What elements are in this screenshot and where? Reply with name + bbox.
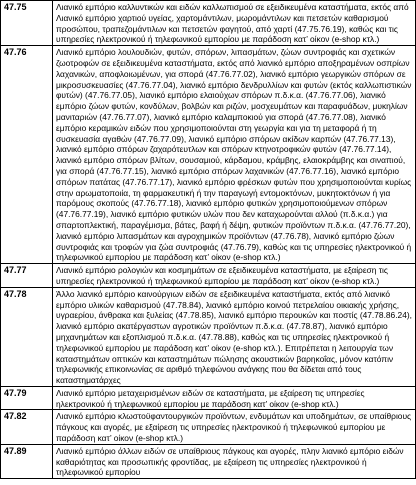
activity-code: 47.89 — [1, 444, 53, 478]
activity-description: Λιανικό εμπόριο κλωστοϋφαντουργικών προϊόντων, ενδυμάτων και υποδημάτων, σε υπαίθριους πάγκους και αγορές, με εξαίρεση τις υπηρεσίες ηλεκτρονικού ή τηλεφωνικού εμπορίου με παράδοση κατ’ οίκον (e-shop κτλ.) — [53, 410, 416, 444]
table-row — [1, 444, 416, 478]
activity-description: Λιανικό εμπόριο άλλων ειδών σε υπαίθριους πάγκους και αγορές, πλην λιανικό εμπόριο ειδών καθαριότητας και προσωπικής φροντίδας, με εξαίρεση τις υπηρεσίες ηλεκτρονικού ή τηλεφωνικού εμπορίου — [53, 444, 416, 478]
activity-description: Λιανικό εμπόριο λουλουδιών, φυτών, σπόρων, λιπασμάτων, ζώων συντροφιάς και σχετικών ζωοτροφών σε εξειδικευμένα καταστήματα, εκτός από λιανικό εμπόριο αποξηραμένων οσπρίων λαχανικών, αποφλοιωμένων, για σπορά (47.76.77.02), λιανικό εμπόριο γεωργικών σπόρων σε μικροσυσκευασίες (47.76.77.04), λιανικό εμπόριο δενδρυλλίων και φυτών (εκτός καλλωπιστικών φυτών) (47.76.77.05), λιανικό εμπόριο ελαιούχων σπόρων π.δ.κ.α. (47.76.77.06), λιανικό εμπόριο ζώων φυτών, κονδύλων, βολβών και ριζών, μοσχευμάτων και παραφυάδων, μυκηλίων μανιταριών (47.76.77.07), λιανικό εμπόριο καλαμποκιού για σπορά (47.76.77.08), λιανικό εμπόριο κεραμικών ειδών που χρησιμοποιούνται στη γεωργία και για τη μεταφορά ή τη συσκευασία αγαθών (47.76.77.09), λιανικό εμπόριο σπόρων ακίδων καρπών (47.76.77.13), λιανικό εμπόριο σπόρων ζαχαρότευτλων και σπόρων κτηνοτροφικών φυτών (47.76.77.14), λιανικό εμπόριο σπόρων βλίτων, σουσαμιού, κάρδαμου, κράμβης, ελαιοκράμβης και σιναπιού, για σπορά (47.76.77.15), λιανικό εμπόριο σπόρων λαχανικών (47.76.77.16), λιανικό εμπόριο σπόρων πατάτας (47.76.77.17), λιανικό εμπόριο φρέσκων φυτών που χρησιμοποιούνται κυρίως στην αρωματοποιία, τη φαρμακευτική ή την παραγωγή εντομοκτόνων, μυκητοκτόνων ή για παρόμους σκοπούς (47.76.77.18), λιανικό εμπόριο φυτικών χρησιμοποιούμενων σπόρων (47.76.77.19), λιανικό εμπόριο φυτικών υλών που δεν καταχωρούνται αλλού (π.δ.κ.α.) για σπαρτοπλεκτική, παραγέμισμα, βάτες, βαφή ή δέψη, φυτικών προϊόντων π.δ.κ.α. (47.76.77.20), λιανικό εμπόριο λιπασμάτων και αγροχημικών προϊόντων (47.76.78), λιανικό εμπόριο ζώων συντροφιάς και τροφών για ζώα συντροφιάς (47.76.79), καθώς και τις υπηρεσίες ηλεκτρονικού ή τηλεφωνικού εμπορίου με παράδοση κατ’ οίκον (e-shop κτλ.) — [53, 46, 416, 264]
table-row — [1, 410, 416, 444]
activity-code: 47.75 — [1, 1, 53, 46]
activity-code: 47.79 — [1, 386, 53, 410]
activity-description: Λιανικό εμπόριο καλλυντικών και ειδών καλλωπισμού σε εξειδικευμένα καταστήματα, εκτός από Λιανικό εμπόριο χαρτιού υγείας, χαρτομάντιλων, μωρομάντιλων και πετσετών καθαρισμού προσώπου, τραπεζομάντιλων και πετσετών φαγητού, από χαρτί (47.75.76.19), καθώς και τις υπηρεσίες ηλεκτρονικού ή τηλεφωνικού εμπορίου με παράδοση κατ’ οίκον (e-shop κτλ.) — [53, 1, 416, 46]
activity-description: Λιανικό εμπόριο ρολογιών και κοσμημάτων σε εξειδικευμένα καταστήματα, με εξαίρεση τις υπηρεσίες ηλεκτρονικού ή τηλεφωνικού εμπορίου με παράδοση κατ’ οίκον (e-shop κτλ.) — [53, 264, 416, 288]
table-row — [1, 46, 416, 264]
table-row — [1, 287, 416, 386]
table-row — [1, 264, 416, 288]
activity-description: Λιανικό εμπόριο μεταχειρισμένων ειδών σε καταστήματα, με εξαίρεση τις υπηρεσίες ηλεκτρονικού ή τηλεφωνικού εμπορίου με παράδοση κατ’ οίκον (e-shop κτλ.) — [53, 386, 416, 410]
activity-code: 47.82 — [1, 410, 53, 444]
activity-code: 47.76 — [1, 46, 53, 264]
table-row — [1, 1, 416, 46]
activity-description: Άλλο λιανικό εμπόριο καινούργιων ειδών σε εξειδικευμένα καταστήματα, εκτός από λιανικό εμπόριο υλικών καθαρισμού (47.78.84), λιανικό εμπόριο κοινού πετρελαίου οικιακής χρήσης, υγραερίου, άνθρακα και ξυλείας (47.78.85), λιανικό εμπόριο περουκών και ποστίς (47.78.86.24), λιανικό εμπόριο ακατέργαστων αγροτικών προϊόντων π.δ.κ.α. (47.78.87), λιανικό εμπόριο μηχανημάτων και εξοπλισμού π.δ.κ.α. (47.78.88), καθώς και τις υπηρεσίες ηλεκτρονικού ή τηλεφωνικού εμπορίου με παράδοση κατ’ οίκον (e-shop κτλ.). Επιτρέπεται η λειτουργία των καταστημάτων οπτικών και καταστημάτων πώλησης ακουστικών βαρηκοΐας, μόνον κατόπιν τηλεφωνικής επικοινωνίας σε αριθμό τηλεφώνου ανάγκης που θα δίδεται από τους καταστηματάρχες — [53, 287, 416, 386]
table-row — [1, 386, 416, 410]
activity-code: 47.77 — [1, 264, 53, 288]
activity-code: 47.78 — [1, 287, 53, 386]
